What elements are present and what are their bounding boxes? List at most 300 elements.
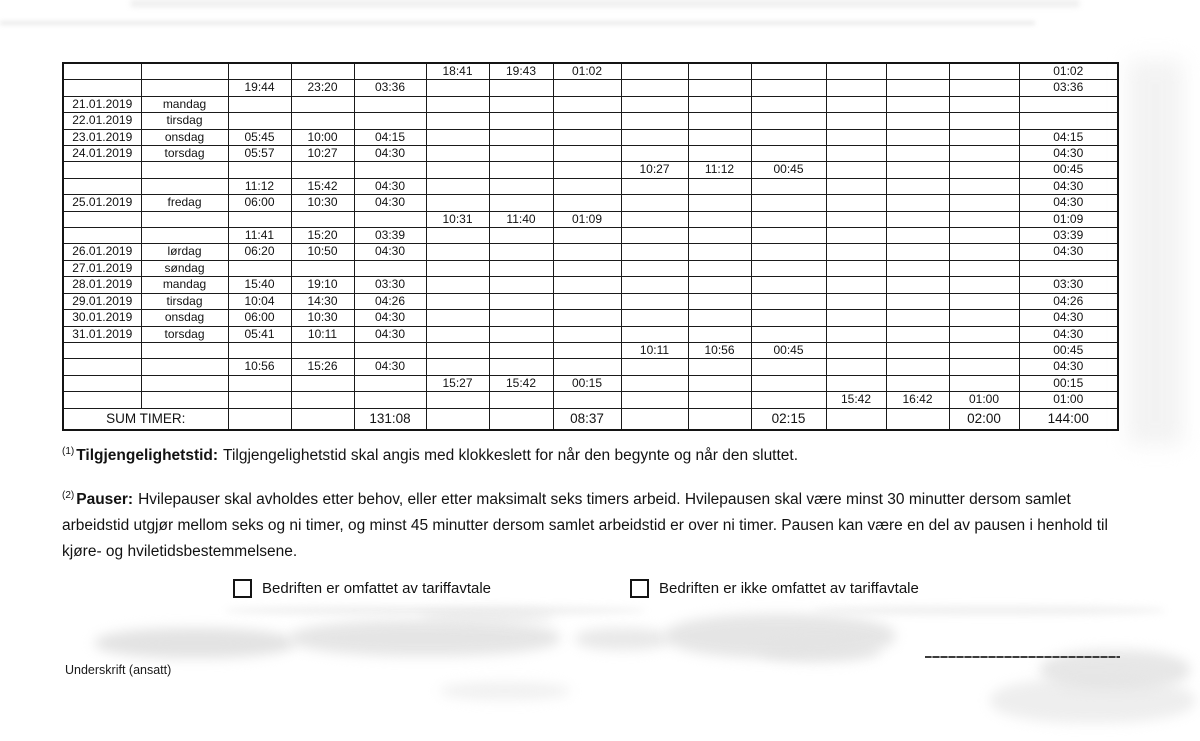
table-cell: 15:27 xyxy=(426,375,489,391)
table-cell: 05:41 xyxy=(228,326,291,342)
table-cell xyxy=(228,260,291,276)
table-cell xyxy=(886,96,949,112)
table-cell: 04:26 xyxy=(1019,293,1118,309)
table-cell xyxy=(426,244,489,260)
table-cell xyxy=(489,228,553,244)
table-cell xyxy=(426,129,489,145)
footnote-2-label: Pauser: xyxy=(76,491,134,508)
table-cell xyxy=(354,113,426,129)
sum-cell xyxy=(688,408,751,430)
table-cell xyxy=(354,375,426,391)
table-cell xyxy=(426,326,489,342)
tariff-yes-option xyxy=(233,579,491,598)
table-cell xyxy=(354,342,426,358)
table-cell: 16:42 xyxy=(886,392,949,408)
table-cell: 15:42 xyxy=(489,375,553,391)
table-cell xyxy=(141,342,228,358)
table-cell xyxy=(291,392,354,408)
table-cell xyxy=(688,129,751,145)
table-row xyxy=(63,359,1118,375)
table-row xyxy=(63,162,1118,178)
table-cell xyxy=(63,211,141,227)
table-cell xyxy=(949,228,1019,244)
table-cell xyxy=(63,342,141,358)
table-cell xyxy=(886,113,949,129)
table-cell: 11:12 xyxy=(688,162,751,178)
table-cell xyxy=(886,228,949,244)
table-cell xyxy=(949,195,1019,211)
table-cell xyxy=(489,129,553,145)
table-cell: 06:00 xyxy=(228,310,291,326)
table-cell: 22.01.2019 xyxy=(63,113,141,129)
table-cell: 29.01.2019 xyxy=(63,293,141,309)
table-cell xyxy=(949,359,1019,375)
table-cell xyxy=(354,162,426,178)
table-row xyxy=(63,63,1118,80)
table-cell xyxy=(826,244,886,260)
table-cell xyxy=(489,359,553,375)
table-cell: 03:36 xyxy=(1019,80,1118,96)
table-cell xyxy=(63,392,141,408)
table-row xyxy=(63,195,1118,211)
table-cell xyxy=(688,96,751,112)
table-cell xyxy=(886,359,949,375)
table-cell xyxy=(141,80,228,96)
table-cell xyxy=(426,342,489,358)
table-cell xyxy=(426,392,489,408)
table-cell xyxy=(621,96,688,112)
table-cell: 19:10 xyxy=(291,277,354,293)
table-cell: 28.01.2019 xyxy=(63,277,141,293)
sum-cell xyxy=(826,408,886,430)
table-cell xyxy=(489,178,553,194)
table-cell: 04:26 xyxy=(354,293,426,309)
table-cell: 05:45 xyxy=(228,129,291,145)
table-cell xyxy=(141,178,228,194)
table-cell xyxy=(291,63,354,80)
table-cell: 03:39 xyxy=(354,228,426,244)
table-row xyxy=(63,129,1118,145)
table-cell: 03:30 xyxy=(1019,277,1118,293)
table-cell: 00:45 xyxy=(751,342,826,358)
table-cell xyxy=(426,260,489,276)
table-cell xyxy=(688,195,751,211)
table-row xyxy=(63,146,1118,162)
sum-cell xyxy=(228,408,291,430)
table-cell xyxy=(489,96,553,112)
table-cell: 04:30 xyxy=(354,326,426,342)
table-cell xyxy=(291,342,354,358)
sum-cell xyxy=(621,408,688,430)
table-cell xyxy=(688,392,751,408)
table-cell: 11:40 xyxy=(489,211,553,227)
table-cell: 21.01.2019 xyxy=(63,96,141,112)
table-cell: 04:30 xyxy=(354,244,426,260)
table-cell xyxy=(354,96,426,112)
table-cell: 10:56 xyxy=(688,342,751,358)
table-cell xyxy=(751,310,826,326)
table-cell: 01:02 xyxy=(553,63,621,80)
table-cell xyxy=(553,228,621,244)
table-cell: 15:20 xyxy=(291,228,354,244)
table-cell xyxy=(489,392,553,408)
table-cell xyxy=(949,260,1019,276)
table-row xyxy=(63,228,1118,244)
table-cell xyxy=(553,326,621,342)
table-cell: 03:39 xyxy=(1019,228,1118,244)
table-cell xyxy=(949,162,1019,178)
table-row xyxy=(63,392,1118,408)
table-cell xyxy=(751,359,826,375)
table-cell xyxy=(949,293,1019,309)
table-cell: 00:45 xyxy=(751,162,826,178)
tariff-yes-checkbox[interactable] xyxy=(233,579,252,598)
table-cell xyxy=(553,342,621,358)
table-cell: 11:12 xyxy=(228,178,291,194)
table-cell: 14:30 xyxy=(291,293,354,309)
table-cell xyxy=(826,211,886,227)
table-cell xyxy=(621,63,688,80)
table-cell xyxy=(949,342,1019,358)
sum-cell: 02:15 xyxy=(751,408,826,430)
sum-row xyxy=(63,408,1118,430)
table-cell xyxy=(63,162,141,178)
table-cell: 01:09 xyxy=(553,211,621,227)
table-cell xyxy=(886,178,949,194)
table-cell xyxy=(553,96,621,112)
table-cell xyxy=(621,326,688,342)
table-cell: 04:30 xyxy=(354,195,426,211)
table-cell xyxy=(688,326,751,342)
table-cell xyxy=(228,113,291,129)
table-cell xyxy=(1019,96,1118,112)
table-cell xyxy=(141,359,228,375)
table-cell xyxy=(751,195,826,211)
table-cell xyxy=(621,146,688,162)
table-cell xyxy=(886,260,949,276)
table-cell: 04:30 xyxy=(1019,359,1118,375)
table-cell: 01:09 xyxy=(1019,211,1118,227)
table-row xyxy=(63,80,1118,96)
table-cell xyxy=(426,146,489,162)
table-cell xyxy=(354,63,426,80)
table-cell xyxy=(688,211,751,227)
table-cell xyxy=(949,96,1019,112)
scan-artifact-top xyxy=(130,0,1080,7)
table-cell: tirsdag xyxy=(141,113,228,129)
table-cell xyxy=(553,293,621,309)
table-cell: 04:15 xyxy=(1019,129,1118,145)
table-row xyxy=(63,342,1118,358)
table-cell xyxy=(621,359,688,375)
table-cell: 04:30 xyxy=(1019,195,1118,211)
table-cell xyxy=(826,195,886,211)
table-cell xyxy=(426,359,489,375)
table-cell xyxy=(751,129,826,145)
table-cell xyxy=(949,80,1019,96)
table-cell xyxy=(553,260,621,276)
table-cell xyxy=(826,129,886,145)
sum-cell: 02:00 xyxy=(949,408,1019,430)
table-cell xyxy=(826,146,886,162)
table-cell: 04:30 xyxy=(354,178,426,194)
table-cell xyxy=(621,195,688,211)
table-cell xyxy=(553,162,621,178)
table-cell xyxy=(553,129,621,145)
table-cell xyxy=(826,277,886,293)
table-cell xyxy=(621,129,688,145)
table-cell xyxy=(621,375,688,391)
table-cell xyxy=(489,80,553,96)
table-cell xyxy=(751,113,826,129)
signature-blur xyxy=(440,682,570,700)
tariff-no-label: Bedriften er ikke omfattet av tariffavtale xyxy=(659,580,919,597)
table-cell xyxy=(141,63,228,80)
table-row xyxy=(63,326,1118,342)
table-cell xyxy=(688,359,751,375)
table-row xyxy=(63,293,1118,309)
table-cell: 10:30 xyxy=(291,195,354,211)
table-cell xyxy=(228,96,291,112)
table-cell xyxy=(553,113,621,129)
table-cell xyxy=(688,293,751,309)
signature-blur xyxy=(575,628,670,650)
table-cell xyxy=(886,375,949,391)
table-cell xyxy=(621,113,688,129)
table-cell xyxy=(751,293,826,309)
table-cell xyxy=(553,359,621,375)
sum-cell xyxy=(489,408,553,430)
table-cell xyxy=(949,129,1019,145)
table-cell xyxy=(688,228,751,244)
table-cell xyxy=(291,260,354,276)
table-cell: 18:41 xyxy=(426,63,489,80)
table-cell xyxy=(354,392,426,408)
table-cell xyxy=(688,146,751,162)
table-cell xyxy=(426,178,489,194)
table-cell xyxy=(291,211,354,227)
table-cell xyxy=(688,277,751,293)
table-cell xyxy=(291,96,354,112)
table-cell: 06:00 xyxy=(228,195,291,211)
table-cell xyxy=(141,392,228,408)
table-cell xyxy=(63,359,141,375)
table-cell: 15:40 xyxy=(228,277,291,293)
signature-blur xyxy=(665,614,895,658)
table-cell xyxy=(621,80,688,96)
table-cell: 10:27 xyxy=(291,146,354,162)
table-cell xyxy=(621,260,688,276)
table-cell xyxy=(553,244,621,260)
sum-cell xyxy=(291,408,354,430)
table-cell xyxy=(751,277,826,293)
table-cell: 10:30 xyxy=(291,310,354,326)
table-cell xyxy=(751,375,826,391)
table-cell xyxy=(63,375,141,391)
table-cell xyxy=(553,392,621,408)
table-cell xyxy=(751,260,826,276)
table-cell: 04:30 xyxy=(354,359,426,375)
table-cell: 15:42 xyxy=(291,178,354,194)
table-cell xyxy=(751,96,826,112)
footnote-2-text: Hvilepauser skal avholdes etter behov, eller etter maksimalt seks timers arbeid. Hvilepausen skal være minst 30 minutter dersom samlet arbeidstid utgjør mellom seks og ni timer, og minst 45 minutter dersom samlet arbeidstid er over ni timer. Pausen kan være en del av pausen i henhold til kjøre- og hviletidsbestemmelsene. xyxy=(62,491,1108,560)
table-cell xyxy=(141,228,228,244)
table-cell xyxy=(553,146,621,162)
table-cell: 10:50 xyxy=(291,244,354,260)
table-cell: 15:42 xyxy=(826,392,886,408)
table-cell xyxy=(489,310,553,326)
table-cell: 31.01.2019 xyxy=(63,326,141,342)
table-cell xyxy=(489,244,553,260)
table-cell xyxy=(751,392,826,408)
signature-line xyxy=(925,656,1120,658)
table-cell xyxy=(886,326,949,342)
table-cell: 05:57 xyxy=(228,146,291,162)
table-cell xyxy=(63,178,141,194)
footnote-2-marker: (2) xyxy=(62,489,75,501)
signature-blur xyxy=(95,628,295,658)
table-cell xyxy=(751,244,826,260)
table-cell xyxy=(553,178,621,194)
table-cell: torsdag xyxy=(141,326,228,342)
table-cell xyxy=(621,277,688,293)
table-cell xyxy=(291,113,354,129)
table-cell xyxy=(228,211,291,227)
table-cell xyxy=(949,211,1019,227)
timesheet-table xyxy=(62,62,1119,431)
table-cell: 04:15 xyxy=(354,129,426,145)
table-cell xyxy=(688,244,751,260)
table-row xyxy=(63,113,1118,129)
table-cell: søndag xyxy=(141,260,228,276)
table-cell xyxy=(354,260,426,276)
table-cell xyxy=(826,228,886,244)
table-cell: 04:30 xyxy=(1019,326,1118,342)
table-cell xyxy=(63,228,141,244)
table-cell xyxy=(1019,260,1118,276)
table-cell xyxy=(886,277,949,293)
table-cell xyxy=(886,342,949,358)
table-cell xyxy=(688,80,751,96)
table-cell xyxy=(621,211,688,227)
table-row xyxy=(63,310,1118,326)
table-cell: mandag xyxy=(141,96,228,112)
table-cell xyxy=(826,260,886,276)
timesheet-body xyxy=(63,63,1118,430)
table-cell xyxy=(826,359,886,375)
table-cell xyxy=(886,146,949,162)
signature-blur xyxy=(420,611,555,623)
table-cell: 01:00 xyxy=(1019,392,1118,408)
signature-label: Underskrift (ansatt) xyxy=(65,663,172,677)
table-cell xyxy=(688,375,751,391)
table-cell xyxy=(141,375,228,391)
table-cell: 10:00 xyxy=(291,129,354,145)
table-cell xyxy=(228,392,291,408)
table-cell xyxy=(354,211,426,227)
table-cell xyxy=(291,162,354,178)
table-cell xyxy=(826,162,886,178)
sum-cell: 131:08 xyxy=(354,408,426,430)
tariff-no-checkbox[interactable] xyxy=(630,579,649,598)
table-cell: 10:27 xyxy=(621,162,688,178)
table-cell xyxy=(489,277,553,293)
table-cell xyxy=(63,63,141,80)
footnote-1-marker: (1) xyxy=(62,445,75,457)
table-cell xyxy=(886,63,949,80)
footnote-1-label: Tilgjengelighetstid: xyxy=(76,447,219,464)
table-cell xyxy=(751,228,826,244)
signature-blur xyxy=(760,640,880,662)
tariff-no-option xyxy=(630,579,919,598)
table-cell: 10:11 xyxy=(291,326,354,342)
table-cell xyxy=(688,178,751,194)
sum-cell xyxy=(886,408,949,430)
table-cell xyxy=(621,310,688,326)
table-cell xyxy=(621,293,688,309)
table-cell: 30.01.2019 xyxy=(63,310,141,326)
table-cell xyxy=(688,63,751,80)
table-cell xyxy=(949,146,1019,162)
table-cell: 10:56 xyxy=(228,359,291,375)
table-cell: 04:30 xyxy=(354,310,426,326)
table-cell xyxy=(621,392,688,408)
table-cell xyxy=(826,80,886,96)
table-cell: lørdag xyxy=(141,244,228,260)
table-cell xyxy=(751,80,826,96)
table-cell: 06:20 xyxy=(228,244,291,260)
table-cell xyxy=(688,310,751,326)
table-cell xyxy=(426,80,489,96)
table-cell: 19:44 xyxy=(228,80,291,96)
table-row xyxy=(63,260,1118,276)
sum-cell xyxy=(426,408,489,430)
table-cell xyxy=(826,342,886,358)
table-cell: 26.01.2019 xyxy=(63,244,141,260)
tariff-yes-label: Bedriften er omfattet av tariffavtale xyxy=(262,580,492,597)
table-cell xyxy=(553,195,621,211)
table-cell: 00:15 xyxy=(553,375,621,391)
table-cell xyxy=(489,260,553,276)
table-cell: torsdag xyxy=(141,146,228,162)
table-cell xyxy=(826,63,886,80)
table-cell xyxy=(826,310,886,326)
table-cell: 10:11 xyxy=(621,342,688,358)
sum-cell: 08:37 xyxy=(553,408,621,430)
table-cell xyxy=(751,211,826,227)
table-cell xyxy=(426,195,489,211)
table-cell: 19:43 xyxy=(489,63,553,80)
table-cell xyxy=(489,342,553,358)
table-cell xyxy=(291,375,354,391)
table-cell: 04:30 xyxy=(1019,310,1118,326)
signature-blur xyxy=(990,678,1195,723)
table-cell xyxy=(553,310,621,326)
table-cell xyxy=(228,162,291,178)
table-cell xyxy=(886,162,949,178)
signature-blur xyxy=(815,606,1165,615)
table-cell: 04:30 xyxy=(1019,244,1118,260)
table-cell: 11:41 xyxy=(228,228,291,244)
table-cell xyxy=(141,162,228,178)
table-cell: 27.01.2019 xyxy=(63,260,141,276)
table-cell xyxy=(886,195,949,211)
table-cell: 04:30 xyxy=(1019,146,1118,162)
table-row xyxy=(63,96,1118,112)
table-cell xyxy=(489,293,553,309)
scan-artifact-right xyxy=(1128,60,1183,445)
table-cell xyxy=(426,277,489,293)
